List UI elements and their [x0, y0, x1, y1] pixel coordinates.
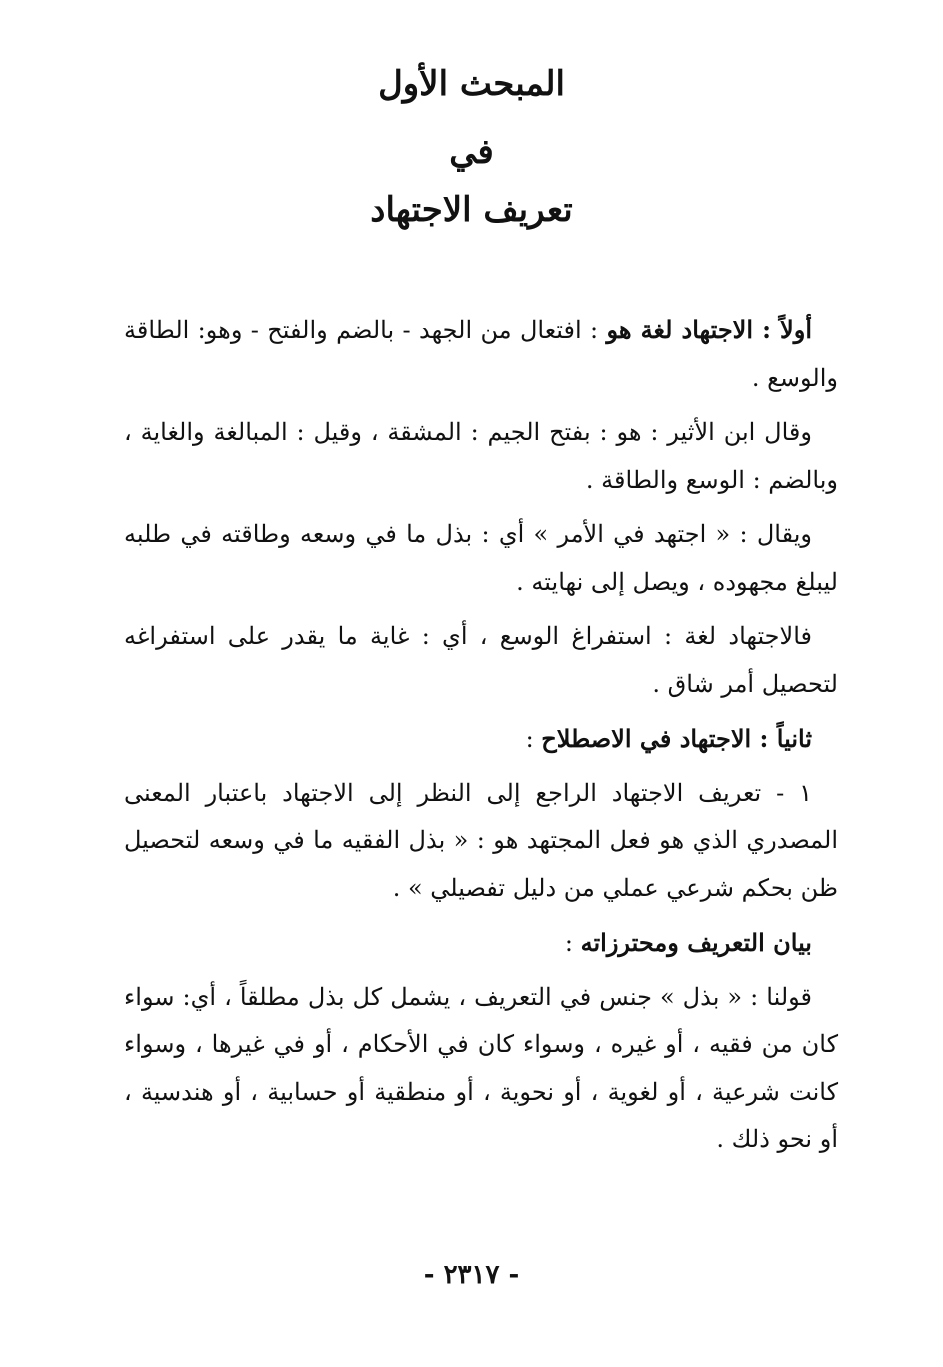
paragraph-linguistic-conclusion: فالاجتهاد لغة : استفراغ الوسع ، أي : غاية ما يقدر على استفراغه لتحصيل أمر شاق . — [124, 622, 838, 698]
paragraph-linguistic-definition-text: : افتعال من الجهد - بالضم والفتح - وهو: الطاقة والوسع . — [124, 316, 838, 392]
section-label-second: ثانياً : الاجتهاد في الاصطلاح — [541, 724, 812, 753]
page-number: - ٢٣١٧ - — [423, 1260, 520, 1290]
chapter-title-connector: في — [449, 132, 494, 172]
section-label-first: أولاً : الاجتهاد لغة هو — [606, 315, 812, 344]
section-label-explanation-colon: : — [564, 929, 581, 957]
section-label-second-colon: : — [525, 725, 542, 753]
section-label-explanation: بيان التعريف ومحترزاته — [580, 928, 812, 957]
paragraph-linguistic-definition — [124, 306, 838, 402]
chapter-title: المبحث الأول — [378, 64, 565, 104]
document-body — [124, 306, 838, 1171]
section-heading-explanation — [124, 919, 838, 968]
paragraph-explanation-badhl: قولنا : « بذل » جنس في التعريف ، يشمل كل بذل مطلقاً ، أي: سواء كان من فقيه ، أو غيره ، وسواء كان في الأحكام ، أو في غيرها ، وسواء كانت شرعية ، أو لغوية ، أو نحوية ، أو منطقية أو حسابية ، أو هندسية ، أو نحو ذلك . — [124, 982, 838, 1153]
paragraph-terminological-definition: ١ - تعريف الاجتهاد الراجع إلى النظر إلى الاجتهاد باعتبار المعنى المصدري الذي هو فعل المجتهد هو : « بذل الفقيه ما في وسعه لتحصيل ظن بحكم شرعي عملي من دليل تفصيلي » . — [124, 778, 839, 902]
paragraph-ibn-al-athir: وقال ابن الأثير : هو : بفتح الجيم : المشقة ، وقيل : المبالغة والغاية ، وبالضم : الوسع والطاقة . — [124, 418, 838, 494]
paragraph-yuqal: ويقال : « اجتهد في الأمر » أي : بذل ما في وسعه وطاقته في طلبه ليبلغ مجهوده ، ويصل إلى نهايته . — [124, 520, 838, 596]
section-heading-terminology — [124, 715, 838, 764]
chapter-subtitle: تعريف الاجتهاد — [370, 190, 573, 230]
